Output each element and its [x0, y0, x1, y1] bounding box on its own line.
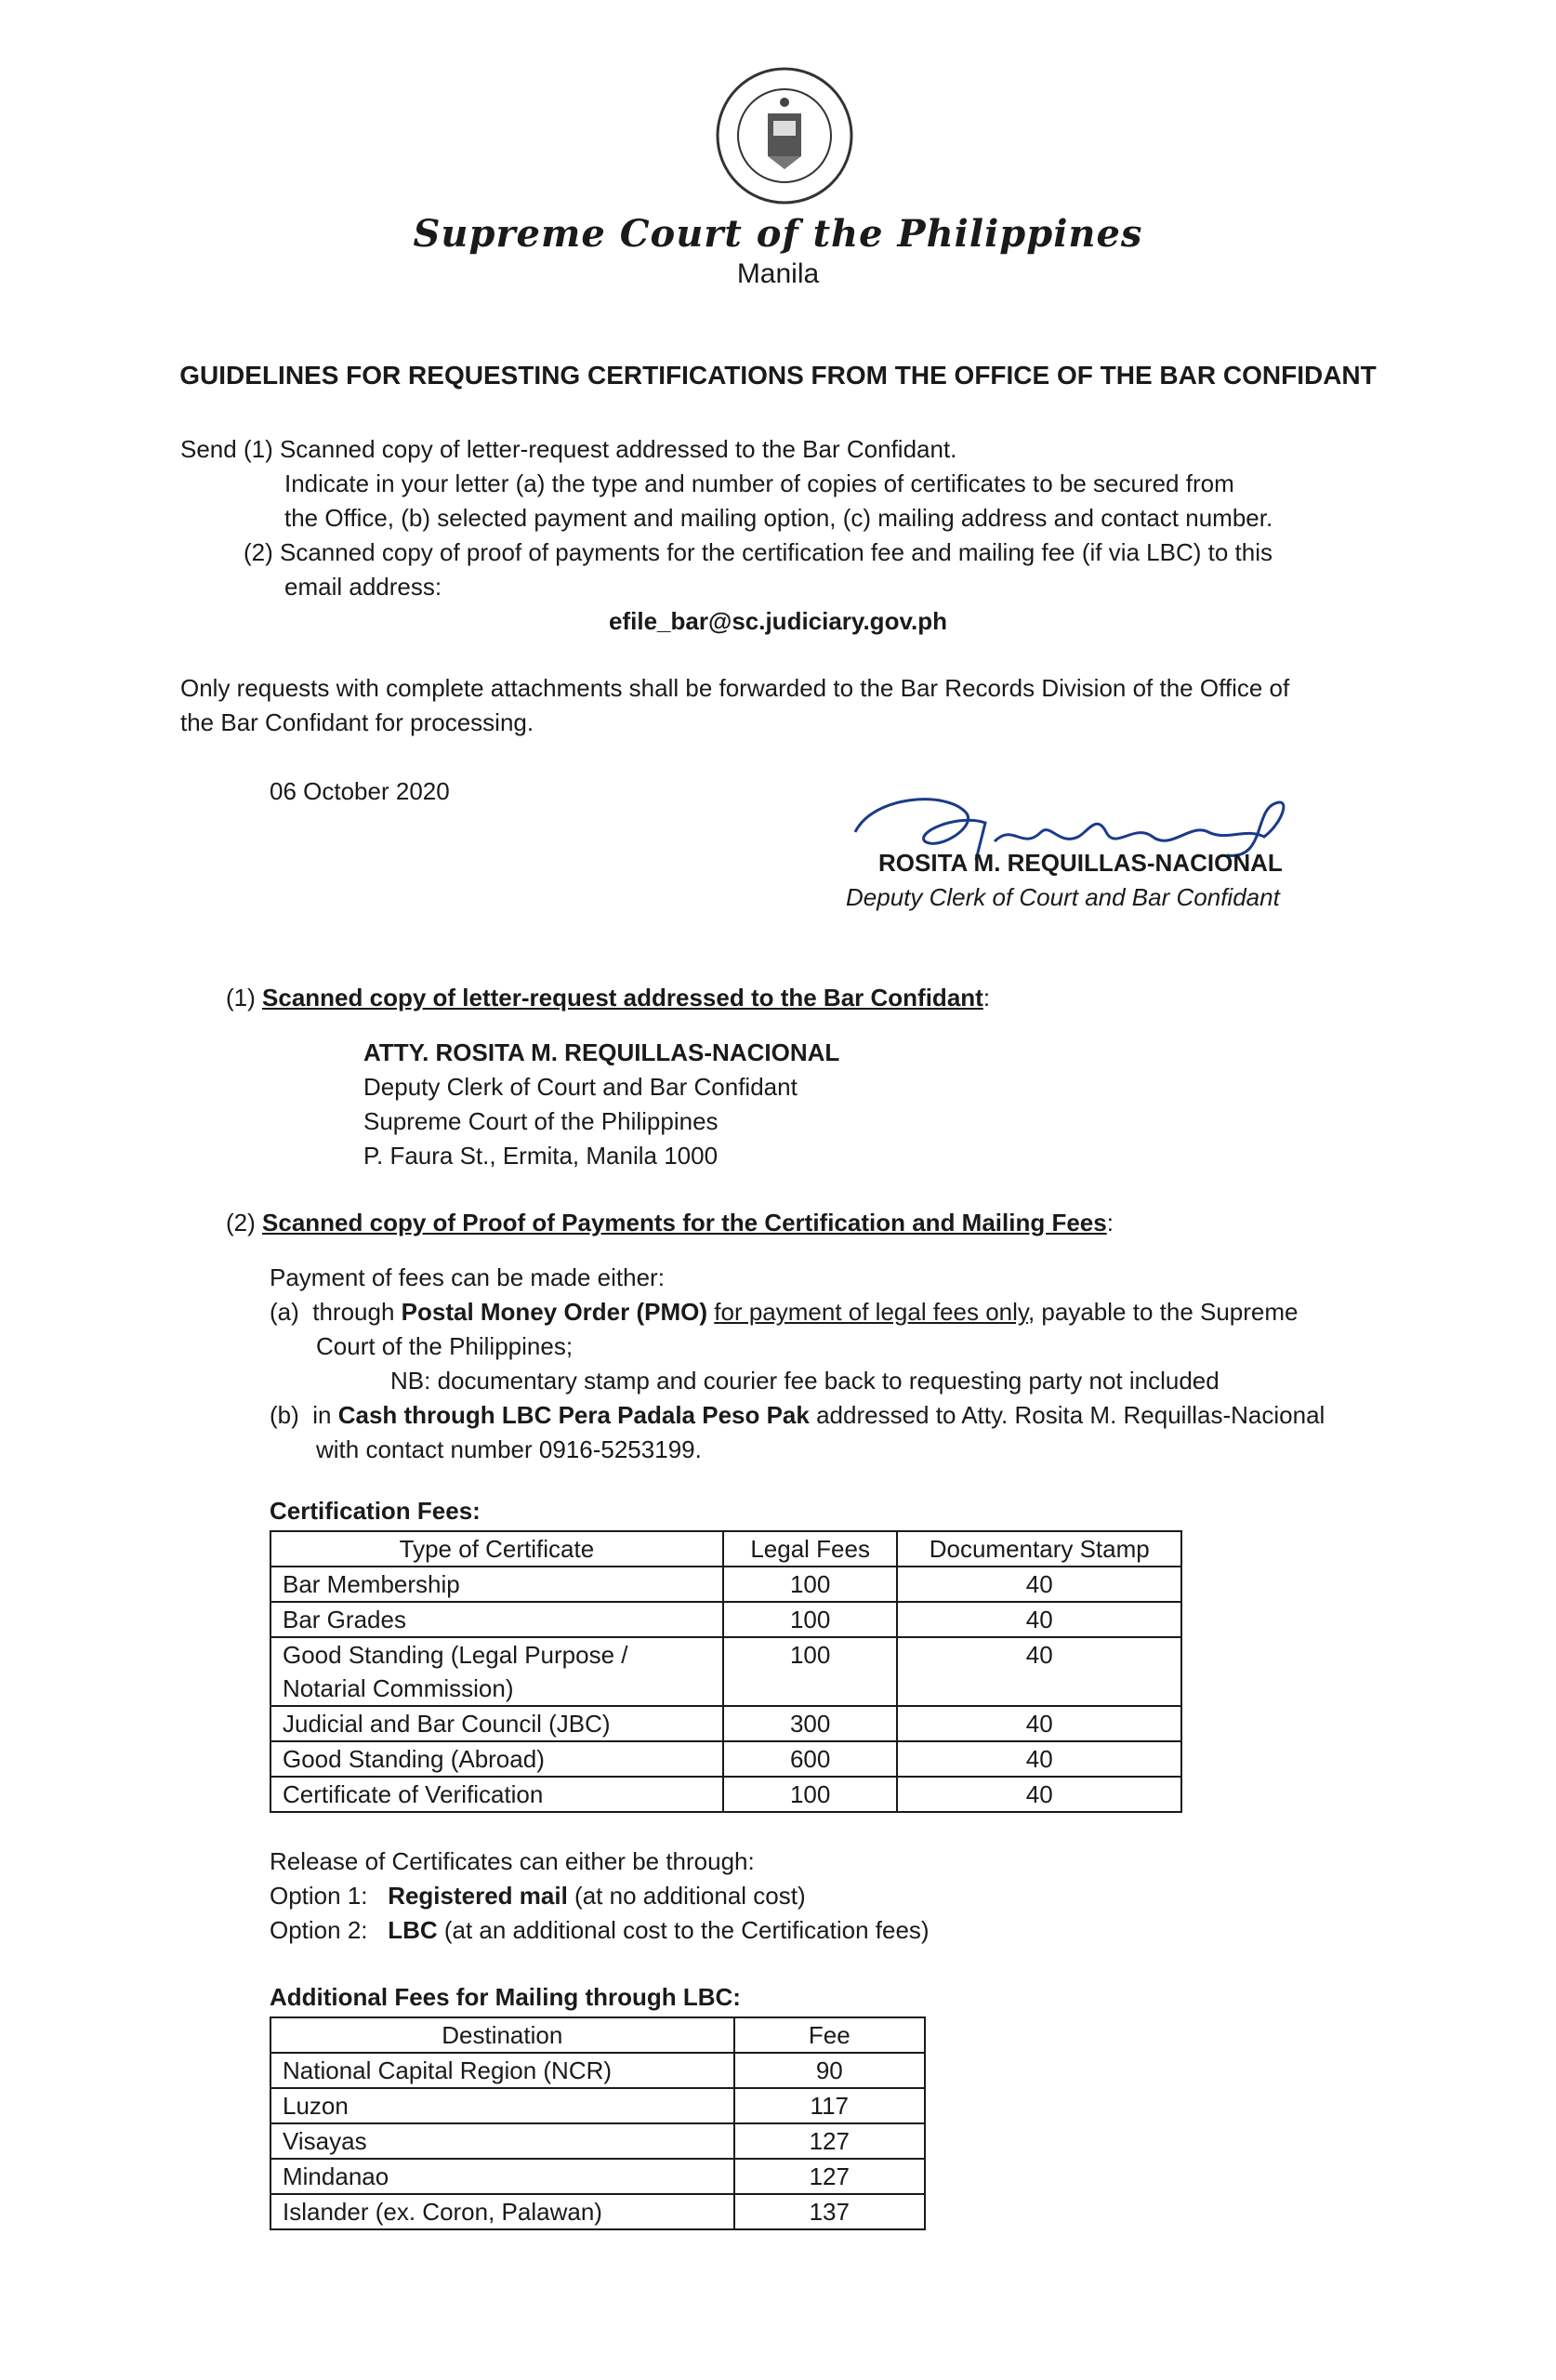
send-line-4: (2) Scanned copy of proof of payments for the certification fee and mailing fee (if via LBC) to this	[244, 538, 1273, 566]
section-2-number: (2)	[226, 1209, 256, 1236]
legal-fee: 100	[723, 1637, 898, 1706]
fee: 127	[734, 2123, 925, 2159]
cert-type: Judicial and Bar Council (JBC)	[270, 1706, 723, 1741]
destination: Islander (ex. Coron, Palawan)	[270, 2194, 734, 2229]
legal-fee: 100	[723, 1602, 898, 1637]
cert-fees-caption: Certification Fees:	[270, 1497, 481, 1525]
payment-intro: Payment of fees can be made either:	[270, 1263, 665, 1291]
stamp-fee: 40	[897, 1777, 1181, 1812]
cert-type	[270, 1637, 723, 1706]
city-name: Manila	[736, 258, 820, 289]
cert-fees-table	[270, 1530, 1182, 1813]
signatory-position: Deputy Clerk of Court and Bar Confidant	[846, 883, 1280, 911]
table-row	[270, 2088, 925, 2123]
legal-fee: 100	[723, 1777, 898, 1812]
destination: Visayas	[270, 2123, 734, 2159]
table-row	[270, 1567, 1181, 1602]
send-line-1: Send (1) Scanned copy of letter-request addressed to the Bar Confidant.	[180, 435, 957, 463]
release-option-2	[270, 1913, 930, 1947]
table-row	[270, 2053, 925, 2088]
send-line-5: email address:	[284, 573, 442, 601]
table-row	[270, 2159, 925, 2194]
legal-fee: 300	[723, 1706, 898, 1741]
option-2-label: Option 2:	[270, 1916, 368, 1944]
destination: National Capital Region (NCR)	[270, 2053, 734, 2088]
option-a-restriction: for payment of legal fees only	[714, 1298, 1028, 1326]
document-title: GUIDELINES FOR REQUESTING CERTIFICATIONS FROM THE OFFICE OF THE BAR CONFIDANT	[179, 361, 1377, 390]
section-1-number: (1)	[226, 984, 256, 1012]
signatory-name: ROSITA M. REQUILLAS-NACIONAL	[878, 849, 1283, 877]
header-type: Type of Certificate	[270, 1531, 723, 1567]
destination: Mindanao	[270, 2159, 734, 2194]
stamp-fee: 40	[897, 1637, 1181, 1706]
address-line-1: ATTY. ROSITA M. REQUILLAS-NACIONAL	[363, 1038, 840, 1066]
header-destination: Destination	[270, 2017, 734, 2053]
lbc-fees-caption: Additional Fees for Mailing through LBC:	[270, 1983, 741, 2011]
option-b-method: Cash through LBC Pera Padala Peso Pak	[337, 1401, 810, 1429]
header-fee: Fee	[734, 2017, 925, 2053]
cert-type-line-1: Good Standing (Legal Purpose /	[283, 1641, 628, 1669]
fee: 90	[734, 2053, 925, 2088]
cert-type: Bar Membership	[270, 1567, 723, 1602]
option-a-label: (a)	[270, 1298, 299, 1326]
option-b-pre: in	[312, 1401, 338, 1429]
lbc-fees-table	[270, 2016, 926, 2230]
table-row	[270, 2123, 925, 2159]
address-line-4: P. Faura St., Ermita, Manila 1000	[363, 1142, 719, 1170]
destination: Luzon	[270, 2088, 734, 2123]
section-1-title: Scanned copy of letter-request addressed to the Bar Confidant	[262, 984, 983, 1012]
option-2-detail: (at an additional cost to the Certification fees)	[437, 1916, 930, 1944]
payment-option-b-line-2: with contact number 0916-5253199.	[316, 1435, 702, 1463]
table-row	[270, 1706, 1181, 1741]
send-line-2: Indicate in your letter (a) the type and number of copies of certificates to be secured from	[284, 469, 1234, 497]
notice-line-1: Only requests with complete attachments shall be forwarded to the Bar Records Division of the Office of	[180, 674, 1290, 702]
send-line-3: the Office, (b) selected payment and mailing option, (c) mailing address and contact number.	[284, 504, 1273, 532]
section-2-title: Scanned copy of Proof of Payments for the Certification and Mailing Fees	[262, 1209, 1107, 1236]
cert-type: Bar Grades	[270, 1602, 723, 1637]
option-b-label: (b)	[270, 1401, 299, 1429]
section-2-colon: :	[1106, 1209, 1114, 1236]
address-line-2: Deputy Clerk of Court and Bar Confidant	[363, 1073, 798, 1101]
cert-type: Certificate of Verification	[270, 1777, 723, 1812]
fee: 127	[734, 2159, 925, 2194]
option-a-pre: through	[312, 1298, 402, 1326]
table-header-row	[270, 2017, 925, 2053]
payment-option-a	[270, 1295, 1299, 1329]
payment-note: NB: documentary stamp and courier fee back to requesting party not included	[390, 1367, 1220, 1395]
notice-line-2: the Bar Confidant for processing.	[180, 708, 534, 736]
supreme-court-seal-icon	[714, 65, 855, 206]
address-line-3: Supreme Court of the Philippines	[363, 1107, 719, 1135]
option-a-method: Postal Money Order (PMO)	[401, 1298, 708, 1326]
payment-option-a-line-2: Court of the Philippines;	[316, 1332, 574, 1360]
stamp-fee: 40	[897, 1741, 1181, 1777]
stamp-fee: 40	[897, 1706, 1181, 1741]
option-1-label: Option 1:	[270, 1882, 368, 1910]
table-header-row	[270, 1531, 1181, 1567]
cert-type: Good Standing (Abroad)	[270, 1741, 723, 1777]
section-1-heading	[226, 981, 990, 1014]
table-row	[270, 1637, 1181, 1706]
table-row	[270, 2194, 925, 2229]
option-1-method: Registered mail	[388, 1882, 568, 1910]
section-2-heading	[226, 1206, 1114, 1239]
table-row	[270, 1777, 1181, 1812]
stamp-fee: 40	[897, 1567, 1181, 1602]
legal-fee: 600	[723, 1741, 898, 1777]
payment-option-b	[270, 1398, 1325, 1432]
option-b-post: addressed to Atty. Rosita M. Requillas-Nacional	[809, 1401, 1325, 1429]
document-date: 06 October 2020	[270, 777, 450, 805]
table-row	[270, 1602, 1181, 1637]
section-1-colon: :	[982, 984, 991, 1012]
option-2-method: LBC	[388, 1916, 438, 1944]
option-1-detail: (at no additional cost)	[567, 1882, 806, 1910]
email-address[interactable]: efile_bar@sc.judiciary.gov.ph	[609, 607, 947, 635]
court-name: Supreme Court of the Philippines	[413, 212, 1143, 256]
fee: 117	[734, 2088, 925, 2123]
stamp-fee: 40	[897, 1602, 1181, 1637]
release-option-1	[270, 1879, 806, 1912]
legal-fee: 100	[723, 1567, 898, 1602]
release-intro: Release of Certificates can either be through:	[270, 1847, 755, 1875]
fee: 137	[734, 2194, 925, 2229]
option-a-post: , payable to the Supreme	[1027, 1298, 1299, 1326]
header-legal-fees: Legal Fees	[723, 1531, 898, 1567]
cert-type-line-2: Notarial Commission)	[283, 1674, 514, 1702]
table-row	[270, 1741, 1181, 1777]
header-documentary-stamp: Documentary Stamp	[897, 1531, 1181, 1567]
